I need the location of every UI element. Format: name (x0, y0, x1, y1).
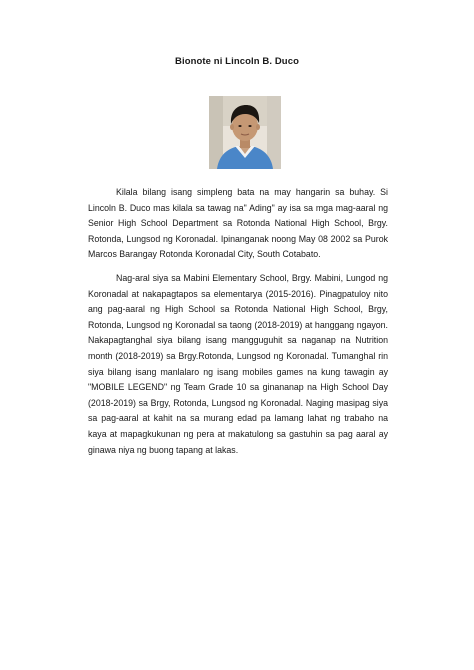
document-title: Bionote ni Lincoln B. Duco (175, 56, 299, 67)
paragraph-intro: Kilala bilang isang simpleng bata na may hangarin sa buhay. Si Lincoln B. Duco mas kilala sa tawag na" Ading" ay isa sa mga mag-aaral ng Senior High School Department sa Rotonda National High School, Brgy. Rotonda, Lungsod ng Koronadal. Ipinanganak noong May 08 2002 sa Purok Marcos Barangay Rotonda Koronadal City, South Cotabato. (88, 187, 388, 260)
paragraph-education: Nag-aral siya sa Mabini Elementary School, Brgy. Mabini, Lungod ng Koronadal at nakapagtapos sa elementarya (2015-2016). Pinagpatuloy nito ang pag-aaral ng High School sa Rotonda National High School, Brgy, Rotonda, Lungsod ng Koronadal sa taong (2018-2019) at hanggang ngayon. Nakapagtanghal siya bilang isang mangguguhit sa naganap na Nutrition month (2018-2019) sa Brgy.Rotonda, Lungsod ng Koronadal. Tumanghal rin siya bilang isang manlalaro ng isang mobiles games na kung tawagin ay "MOBILE LEGEND" ng Team Grade 10 sa ginananap na High School Day (2018-2019) sa Brgy, Rotonda, Lungsod ng Koronadal. Naging masipag siya sa pag-aaral at kahit na sa murang edad pa lamang lahat ng trabaho na kaya at mapagkukunan ng pera at makatulong sa gastuhin sa pag aaral ay ginawa niya ng buong tapang at lakas. (88, 272, 388, 455)
bionote-body (88, 185, 388, 466)
portrait-photo (209, 96, 281, 169)
